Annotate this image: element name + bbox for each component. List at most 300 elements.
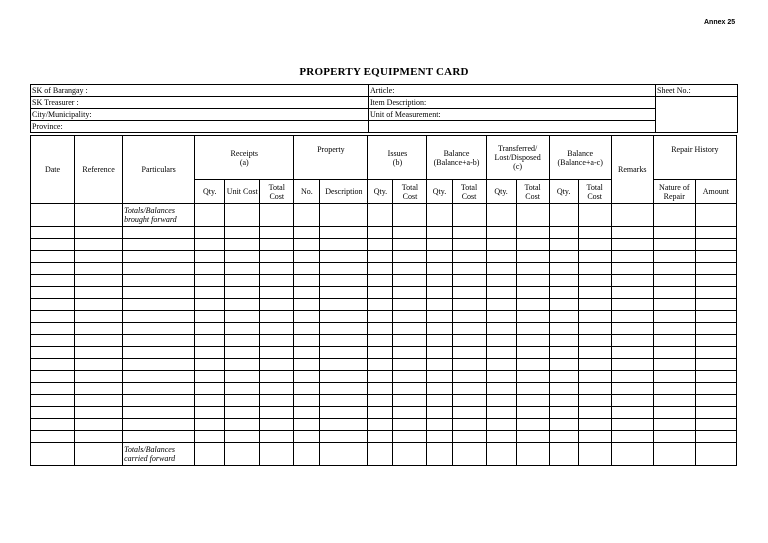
- table-cell: [75, 335, 123, 347]
- table-cell: [695, 251, 736, 263]
- table-cell: [123, 227, 195, 239]
- table-cell: [75, 227, 123, 239]
- table-cell: [260, 323, 294, 335]
- table-cell: [294, 395, 320, 407]
- table-cell: [516, 431, 549, 443]
- table-cell: [75, 299, 123, 311]
- table-cell: [452, 311, 486, 323]
- table-cell: [516, 227, 549, 239]
- receipts-qty: Qty.: [195, 180, 225, 204]
- table-cell: [320, 263, 368, 275]
- table-row: [31, 239, 737, 251]
- table-cell: [320, 287, 368, 299]
- table-cell: [195, 395, 225, 407]
- table-cell: [225, 359, 260, 371]
- table-cell: [31, 431, 75, 443]
- property-description: Description: [320, 180, 368, 204]
- table-cell: [368, 275, 393, 287]
- table-cell: [320, 359, 368, 371]
- table-cell: [486, 287, 516, 299]
- table-cell: [75, 431, 123, 443]
- table-cell: [195, 323, 225, 335]
- balance-ab-total-cost: Total Cost: [452, 180, 486, 204]
- table-cell: [320, 239, 368, 251]
- table-cell: [225, 287, 260, 299]
- table-cell: [320, 323, 368, 335]
- table-cell: [75, 275, 123, 287]
- table-cell: [294, 287, 320, 299]
- table-cell: [653, 383, 695, 395]
- table-cell: [393, 359, 427, 371]
- table-cell: [516, 395, 549, 407]
- table-cell: [225, 347, 260, 359]
- balance-ab-code: (Balance+a-b): [433, 157, 480, 167]
- table-row: [31, 287, 737, 299]
- table-cell: [427, 431, 452, 443]
- table-cell: [75, 371, 123, 383]
- nature-of-repair: Nature of Repair: [653, 180, 695, 204]
- table-cell: [486, 323, 516, 335]
- table-cell: [393, 407, 427, 419]
- table-cell: [427, 383, 452, 395]
- table-cell: [31, 311, 75, 323]
- table-cell: [427, 251, 452, 263]
- table-cell: [75, 395, 123, 407]
- table-cell: [368, 227, 393, 239]
- table-cell: [695, 383, 736, 395]
- article-field: Article:: [369, 85, 656, 97]
- table-cell: [31, 287, 75, 299]
- table-cell: [368, 383, 393, 395]
- table-cell: [31, 335, 75, 347]
- table-row: [31, 431, 737, 443]
- table-cell: [549, 311, 578, 323]
- sheet-no-blank: [656, 97, 738, 133]
- table-cell: [695, 275, 736, 287]
- blank-cell: [369, 121, 656, 133]
- table-cell: [653, 359, 695, 371]
- table-cell: [695, 419, 736, 431]
- transferred-qty: Qty.: [486, 180, 516, 204]
- table-cell: [195, 371, 225, 383]
- table-cell: [123, 287, 195, 299]
- table-cell: [320, 419, 368, 431]
- col-transferred: [486, 136, 549, 180]
- table-cell: [393, 251, 427, 263]
- table-cell: [695, 323, 736, 335]
- table-cell: [368, 299, 393, 311]
- table-cell: [578, 323, 611, 335]
- table-row: [31, 371, 737, 383]
- table-cell: [195, 347, 225, 359]
- table-cell: [653, 419, 695, 431]
- balance-ac-label: Balance: [567, 148, 594, 158]
- table-cell: [368, 311, 393, 323]
- table-cell: [486, 383, 516, 395]
- table-row: [31, 275, 737, 287]
- table-cell: [516, 251, 549, 263]
- table-cell: [452, 239, 486, 251]
- table-cell: [31, 323, 75, 335]
- table-cell: [225, 395, 260, 407]
- table-cell: [578, 335, 611, 347]
- table-cell: [123, 383, 195, 395]
- table-cell: [368, 263, 393, 275]
- table-cell: [195, 407, 225, 419]
- table-cell: [225, 239, 260, 251]
- table-cell: [260, 311, 294, 323]
- table-cell: [75, 323, 123, 335]
- table-cell: [294, 311, 320, 323]
- carried-forward-label: Totals/Balances carried forward: [123, 443, 195, 466]
- table-cell: [578, 239, 611, 251]
- table-cell: [611, 407, 653, 419]
- table-cell: [695, 263, 736, 275]
- table-cell: [452, 251, 486, 263]
- table-cell: [611, 299, 653, 311]
- table-cell: [294, 371, 320, 383]
- table-cell: [611, 287, 653, 299]
- balance-ac-total-cost: Total Cost: [578, 180, 611, 204]
- table-cell: [260, 395, 294, 407]
- table-cell: [486, 251, 516, 263]
- table-cell: [31, 227, 75, 239]
- table-row: [31, 299, 737, 311]
- balance-ab-qty: Qty.: [427, 180, 452, 204]
- table-cell: [549, 275, 578, 287]
- table-row: [31, 419, 737, 431]
- transferred-label: Transferred/ Lost/Disposed: [494, 144, 541, 162]
- table-cell: [653, 299, 695, 311]
- table-cell: [225, 335, 260, 347]
- table-cell: [225, 275, 260, 287]
- col-particulars: Particulars: [123, 136, 195, 204]
- table-cell: [368, 251, 393, 263]
- table-cell: [452, 407, 486, 419]
- col-balance-ab: [427, 136, 486, 180]
- table-cell: [31, 275, 75, 287]
- table-cell: [486, 311, 516, 323]
- table-cell: [294, 239, 320, 251]
- table-cell: [516, 383, 549, 395]
- col-remarks: Remarks: [611, 136, 653, 204]
- table-cell: [695, 299, 736, 311]
- table-cell: [611, 383, 653, 395]
- table-cell: [123, 251, 195, 263]
- table-cell: [320, 371, 368, 383]
- table-cell: [549, 335, 578, 347]
- table-cell: [695, 371, 736, 383]
- table-cell: [578, 251, 611, 263]
- table-row: [31, 263, 737, 275]
- table-cell: [516, 299, 549, 311]
- sheet-no-field: Sheet No.:: [656, 85, 738, 97]
- table-cell: [695, 431, 736, 443]
- table-cell: [368, 431, 393, 443]
- table-cell: [611, 275, 653, 287]
- table-cell: [427, 395, 452, 407]
- table-cell: [225, 371, 260, 383]
- table-cell: [653, 251, 695, 263]
- table-cell: [195, 431, 225, 443]
- receipts-total-cost: Total Cost: [260, 180, 294, 204]
- header-info-table: [30, 84, 738, 133]
- table-cell: [123, 335, 195, 347]
- city-field: City/Municipality:: [31, 109, 369, 121]
- table-cell: [368, 347, 393, 359]
- table-cell: [452, 431, 486, 443]
- table-cell: [123, 359, 195, 371]
- table-cell: [31, 395, 75, 407]
- table-cell: [393, 431, 427, 443]
- table-cell: [695, 239, 736, 251]
- repair-amount: Amount: [695, 180, 736, 204]
- table-cell: [653, 275, 695, 287]
- table-cell: [653, 407, 695, 419]
- table-cell: [195, 275, 225, 287]
- table-cell: [260, 419, 294, 431]
- table-cell: [578, 395, 611, 407]
- table-cell: [320, 407, 368, 419]
- table-cell: [195, 311, 225, 323]
- table-cell: [294, 299, 320, 311]
- issues-qty: Qty.: [368, 180, 393, 204]
- table-cell: [368, 407, 393, 419]
- balance-ac-code: (Balance+a-c): [557, 157, 603, 167]
- table-cell: [260, 263, 294, 275]
- table-cell: [653, 227, 695, 239]
- table-cell: [225, 419, 260, 431]
- issues-code: (b): [392, 157, 403, 167]
- table-cell: [695, 227, 736, 239]
- table-cell: [75, 251, 123, 263]
- table-cell: [75, 287, 123, 299]
- table-cell: [294, 263, 320, 275]
- table-cell: [195, 335, 225, 347]
- table-cell: [611, 371, 653, 383]
- issues-label: Issues: [387, 148, 408, 158]
- table-cell: [516, 275, 549, 287]
- table-cell: [195, 383, 225, 395]
- table-row: [31, 383, 737, 395]
- table-cell: [123, 299, 195, 311]
- table-cell: [260, 239, 294, 251]
- table-row: [31, 347, 737, 359]
- table-cell: [225, 263, 260, 275]
- table-cell: [195, 359, 225, 371]
- table-cell: [549, 251, 578, 263]
- table-cell: [225, 251, 260, 263]
- card-grid-table: [30, 135, 737, 466]
- table-cell: [294, 227, 320, 239]
- table-cell: [452, 359, 486, 371]
- table-cell: [260, 407, 294, 419]
- receipts-code: (a): [239, 157, 249, 167]
- table-cell: [393, 299, 427, 311]
- table-cell: [611, 395, 653, 407]
- table-cell: [578, 299, 611, 311]
- table-cell: [260, 251, 294, 263]
- table-cell: [695, 311, 736, 323]
- table-cell: [123, 263, 195, 275]
- table-cell: [695, 347, 736, 359]
- table-cell: [368, 239, 393, 251]
- table-cell: [123, 431, 195, 443]
- table-cell: [549, 239, 578, 251]
- table-cell: [611, 359, 653, 371]
- table-cell: [123, 347, 195, 359]
- table-row: [31, 323, 737, 335]
- col-repair-history: Repair History: [653, 136, 736, 180]
- table-cell: [393, 347, 427, 359]
- table-cell: [549, 299, 578, 311]
- table-cell: [195, 263, 225, 275]
- table-cell: [549, 227, 578, 239]
- table-cell: [516, 323, 549, 335]
- table-cell: [393, 227, 427, 239]
- table-cell: [427, 263, 452, 275]
- unit-of-measurement-field: Unit of Measurement:: [369, 109, 656, 121]
- table-cell: [393, 419, 427, 431]
- table-cell: [31, 383, 75, 395]
- table-cell: [486, 431, 516, 443]
- table-cell: [549, 359, 578, 371]
- table-cell: [294, 251, 320, 263]
- table-cell: [452, 383, 486, 395]
- balance-ac-qty: Qty.: [549, 180, 578, 204]
- table-cell: [611, 227, 653, 239]
- table-cell: [695, 287, 736, 299]
- table-cell: [578, 371, 611, 383]
- table-cell: [320, 431, 368, 443]
- table-cell: [320, 383, 368, 395]
- table-cell: [368, 359, 393, 371]
- table-cell: [31, 371, 75, 383]
- table-cell: [260, 371, 294, 383]
- table-cell: [516, 263, 549, 275]
- brought-forward-row: [31, 204, 737, 227]
- table-cell: [123, 419, 195, 431]
- col-receipts: [195, 136, 294, 180]
- table-cell: [516, 419, 549, 431]
- col-reference: Reference: [75, 136, 123, 204]
- table-cell: [75, 239, 123, 251]
- table-row: [31, 359, 737, 371]
- table-cell: [695, 395, 736, 407]
- table-cell: [452, 263, 486, 275]
- table-cell: [452, 395, 486, 407]
- table-cell: [75, 407, 123, 419]
- table-cell: [320, 347, 368, 359]
- table-cell: [320, 335, 368, 347]
- table-cell: [225, 383, 260, 395]
- table-cell: [653, 335, 695, 347]
- table-cell: [653, 239, 695, 251]
- table-cell: [393, 287, 427, 299]
- property-no: No.: [294, 180, 320, 204]
- table-cell: [260, 347, 294, 359]
- table-cell: [653, 287, 695, 299]
- table-cell: [516, 335, 549, 347]
- table-cell: [260, 275, 294, 287]
- table-cell: [294, 323, 320, 335]
- table-cell: [452, 335, 486, 347]
- table-cell: [695, 335, 736, 347]
- table-cell: [549, 431, 578, 443]
- table-cell: [427, 227, 452, 239]
- table-cell: [368, 287, 393, 299]
- table-cell: [75, 383, 123, 395]
- table-cell: [393, 383, 427, 395]
- table-cell: [653, 431, 695, 443]
- table-cell: [427, 275, 452, 287]
- table-cell: [486, 299, 516, 311]
- table-row: [31, 311, 737, 323]
- table-cell: [427, 407, 452, 419]
- table-cell: [393, 335, 427, 347]
- table-cell: [516, 407, 549, 419]
- table-cell: [486, 239, 516, 251]
- table-cell: [578, 227, 611, 239]
- sk-barangay-field: SK of Barangay :: [31, 85, 369, 97]
- table-cell: [31, 347, 75, 359]
- table-cell: [260, 431, 294, 443]
- table-cell: [31, 263, 75, 275]
- col-issues: [368, 136, 427, 180]
- col-date: Date: [31, 136, 75, 204]
- table-cell: [653, 371, 695, 383]
- table-cell: [75, 263, 123, 275]
- table-cell: [294, 335, 320, 347]
- issues-total-cost: Total Cost: [393, 180, 427, 204]
- table-cell: [123, 371, 195, 383]
- table-cell: [294, 431, 320, 443]
- table-row: [31, 227, 737, 239]
- table-cell: [516, 239, 549, 251]
- table-cell: [320, 251, 368, 263]
- table-cell: [320, 299, 368, 311]
- table-row: [31, 251, 737, 263]
- table-cell: [549, 371, 578, 383]
- table-cell: [260, 335, 294, 347]
- table-cell: [320, 395, 368, 407]
- table-cell: [516, 347, 549, 359]
- table-cell: [393, 323, 427, 335]
- table-cell: [549, 383, 578, 395]
- carried-forward-row: [31, 443, 737, 466]
- table-cell: [393, 239, 427, 251]
- table-cell: [225, 431, 260, 443]
- table-cell: [578, 275, 611, 287]
- table-cell: [225, 299, 260, 311]
- table-cell: [452, 419, 486, 431]
- table-cell: [549, 323, 578, 335]
- table-cell: [320, 227, 368, 239]
- table-cell: [578, 419, 611, 431]
- table-cell: [653, 395, 695, 407]
- table-row: [31, 335, 737, 347]
- table-cell: [260, 287, 294, 299]
- table-cell: [695, 359, 736, 371]
- table-cell: [549, 287, 578, 299]
- table-cell: [123, 275, 195, 287]
- table-cell: [452, 347, 486, 359]
- table-cell: [611, 311, 653, 323]
- receipts-unit-cost: Unit Cost: [225, 180, 260, 204]
- table-cell: [486, 419, 516, 431]
- table-cell: [516, 287, 549, 299]
- table-cell: [486, 371, 516, 383]
